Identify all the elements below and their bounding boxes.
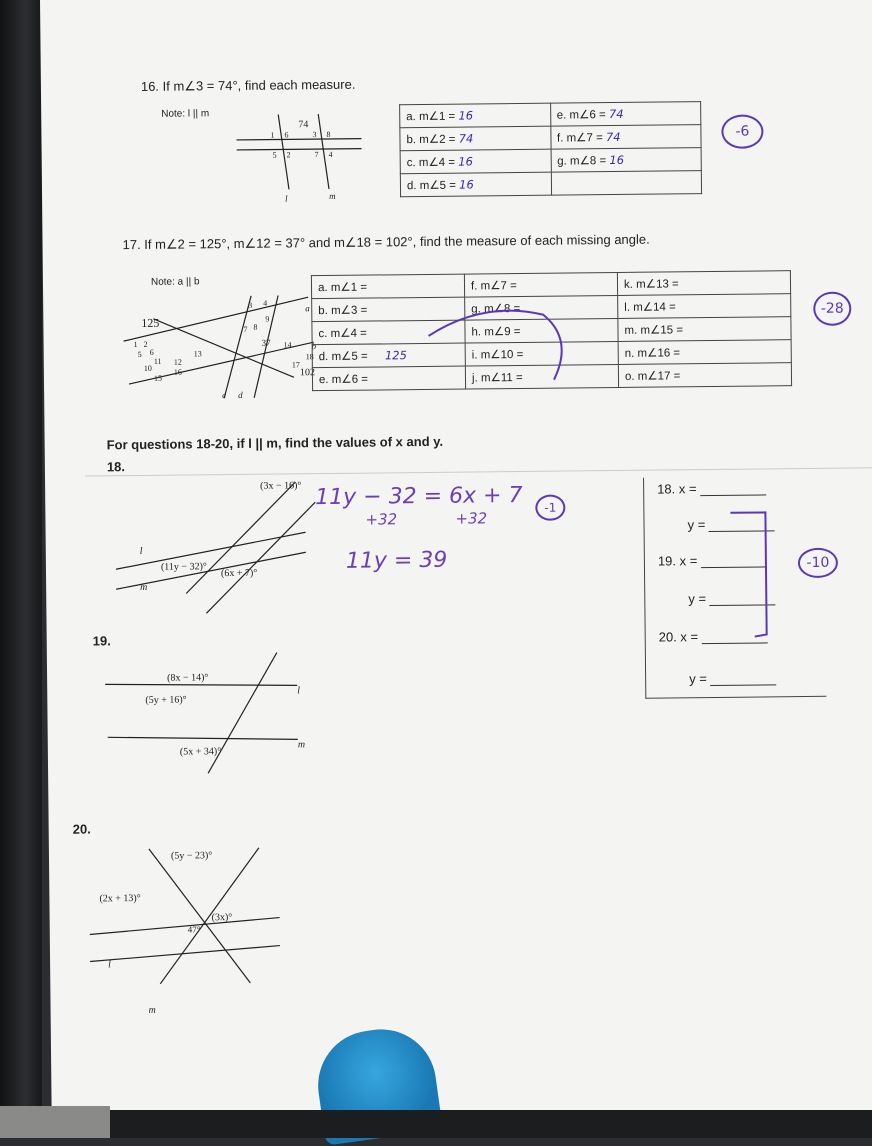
q16-hw-74: 74: [298, 119, 309, 131]
q20-line-m: m: [148, 1004, 156, 1016]
q17-line-c: c: [222, 390, 227, 401]
q20-line-l: l: [108, 959, 111, 971]
q16-note: Note: l || m: [161, 108, 210, 120]
q17-a: a. m∠1 =: [311, 274, 464, 299]
q19-label: 19.: [92, 633, 111, 649]
q16-lbl-7: 7: [314, 150, 319, 160]
q17-lbl-13: 13: [193, 349, 202, 359]
worksheet-page: [40, 0, 872, 1125]
q17-lbl-8: 8: [253, 322, 258, 332]
q17-lbl-12: 12: [173, 357, 182, 367]
q20-diagram: [79, 837, 311, 1019]
answers-score: -10: [798, 548, 838, 578]
q19-angle-5x: (5x + 34)°: [179, 746, 222, 758]
q17-d: d. m∠5 = 125: [312, 343, 465, 368]
q17-line-a: a: [305, 303, 310, 314]
q17-n: n. m∠16 =: [618, 340, 791, 365]
q19-angle-5y: (5y + 16)°: [145, 694, 187, 706]
q20-angle-47: 47°: [187, 924, 201, 935]
q20-label: 20.: [72, 821, 91, 837]
q17-line-d: d: [238, 389, 243, 400]
q17-i: i. m∠10 =: [465, 341, 618, 366]
q17-lbl-3: 3: [248, 300, 253, 310]
q17-lbl-17: 17: [291, 360, 300, 370]
q19-diagram: [97, 647, 318, 779]
q16-f: f. m∠7 = 74: [550, 125, 701, 150]
q17-b: b. m∠3 =: [312, 297, 465, 322]
q17-lbl-2: 2: [143, 339, 148, 349]
q16-lbl-1: 1: [270, 130, 275, 140]
q16-lbl-6: 6: [284, 130, 289, 140]
q16-score: -6: [721, 114, 763, 148]
q18-work-plus1: +32: [365, 510, 398, 529]
ans20-x: 20. x =: [659, 628, 768, 644]
q18-work-eq: 11y − 32 = 6x + 7: [315, 482, 523, 511]
ans18-y: y =: [687, 516, 774, 532]
q17-diagram: [113, 287, 324, 404]
q17-l: l. m∠14 =: [618, 294, 791, 319]
q18-angle-6x: (6x + 7)°: [220, 567, 258, 580]
q16-lbl-3: 3: [312, 130, 317, 140]
q17-hw-102: 102: [299, 367, 315, 379]
q17-lbl-7: 7: [243, 324, 248, 334]
q17-hw-37: 37: [261, 337, 271, 348]
q17-lbl-10: 10: [143, 363, 152, 373]
q16-empty: [551, 171, 702, 196]
q17-f: f. m∠7 =: [464, 272, 617, 297]
q17-pen-bracket: [423, 294, 574, 386]
q17-g: g. m∠8 =: [465, 295, 618, 320]
q18-line-l: l: [139, 545, 143, 557]
q17-o: o. m∠17 =: [618, 363, 791, 388]
q16-diagram: [236, 109, 372, 210]
q16-c: c. m∠4 = 16: [400, 149, 551, 174]
q17-h: h. m∠9 =: [465, 318, 618, 343]
q17-lbl-15: 15: [153, 373, 163, 383]
q18-label: 18.: [106, 459, 126, 475]
q17-lbl-4: 4: [263, 298, 268, 308]
q18-score: -1: [535, 495, 565, 521]
q16-prompt: 16. If m∠3 = 74°, find each measure.: [140, 76, 356, 94]
q17-lbl-5: 5: [137, 349, 142, 359]
q17-lbl-14: 14: [283, 340, 292, 350]
q18-line-m: m: [140, 581, 148, 593]
fabric-corner: [0, 1106, 110, 1138]
q16-d: d. m∠5 = 16: [400, 172, 551, 197]
q16-line-m: m: [329, 190, 336, 201]
q16-lbl-2: 2: [286, 150, 291, 160]
q16-a: a. m∠1 = 16: [400, 103, 551, 128]
q19-angle-8x: (8x − 14)°: [167, 672, 209, 684]
q16-e: e. m∠6 = 74: [550, 102, 701, 127]
q17-j: j. m∠11 =: [465, 364, 618, 389]
q20-angle-3x: (3x)°: [211, 912, 233, 924]
q17-e: e. m∠6 =: [312, 366, 465, 391]
q20-angle-2x: (2x + 13)°: [99, 892, 141, 905]
q17-prompt: 17. If m∠2 = 125°, m∠12 = 37° and m∠18 = 102°, find the measure of each missing angle.: [122, 231, 650, 253]
ans19-y: y =: [688, 590, 775, 606]
q19-line-m: m: [297, 739, 306, 751]
q16-answer-table: [399, 101, 702, 197]
q18-work-result: 11y = 39: [345, 547, 448, 574]
ans18-x: 18. x =: [657, 480, 766, 496]
q16-lbl-5: 5: [272, 150, 277, 160]
q17-score: -28: [813, 292, 851, 326]
q17-hw-125: 125: [141, 315, 160, 330]
q18-diagram: [105, 472, 337, 624]
q16-line-l: l: [285, 193, 288, 204]
q18-work-plus2: +32: [455, 509, 488, 528]
answers-pen-bracket: [725, 504, 786, 645]
q17-k: k. m∠13 =: [617, 271, 790, 296]
ans20-y: y =: [689, 670, 776, 686]
q18-angle-3x: (3x − 16)°: [260, 480, 302, 492]
q20-angle-5y: (5y − 23)°: [170, 850, 213, 862]
ans19-x: 19. x =: [658, 552, 767, 568]
q17-lbl-1: 1: [133, 339, 138, 350]
q16-b: b. m∠2 = 74: [400, 126, 551, 151]
section-title: For questions 18-20, if l || m, find the values of x and y.: [106, 433, 444, 453]
q17-m: m. m∠15 =: [618, 317, 791, 342]
q17-lbl-11: 11: [153, 356, 162, 366]
q17-c: c. m∠4 =: [312, 320, 465, 345]
q17-lbl-6: 6: [149, 347, 154, 357]
q16-lbl-8: 8: [326, 129, 331, 140]
q19-line-l: l: [297, 685, 301, 697]
q17-line-b: b: [311, 341, 317, 352]
q18-angle-11y: (11y − 32)°: [160, 561, 207, 573]
q17-note: Note: a || b: [150, 276, 200, 288]
q16-g: g. m∠8 = 16: [551, 148, 702, 173]
q17-lbl-16: 16: [173, 367, 182, 377]
binder-bottom: [0, 1110, 872, 1138]
q17-lbl-18: 18: [305, 352, 314, 362]
binder-edge: [0, 0, 42, 1138]
q16-lbl-4: 4: [328, 149, 333, 159]
q17-lbl-9: 9: [265, 314, 270, 324]
